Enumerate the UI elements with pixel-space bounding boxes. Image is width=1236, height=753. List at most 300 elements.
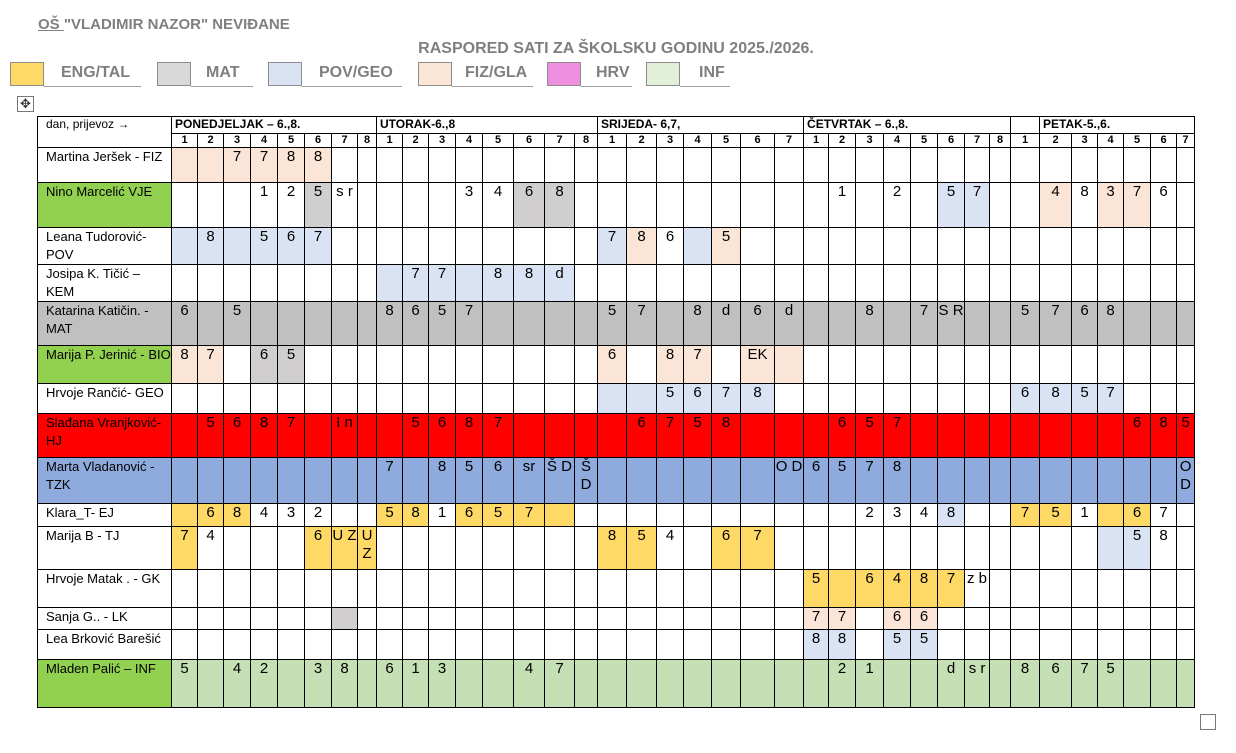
schedule-cell[interactable]: 8 [712, 414, 741, 458]
schedule-cell[interactable] [429, 183, 456, 228]
schedule-cell[interactable] [741, 228, 775, 265]
schedule-cell[interactable]: 7 [829, 608, 856, 630]
schedule-cell[interactable]: 3 [456, 183, 483, 228]
schedule-cell[interactable]: 7 [305, 228, 332, 265]
schedule-cell[interactable] [627, 458, 657, 504]
schedule-cell[interactable] [514, 384, 545, 414]
schedule-cell[interactable] [483, 384, 514, 414]
schedule-cell[interactable] [1151, 228, 1177, 265]
schedule-cell[interactable]: U Z [332, 527, 358, 570]
schedule-cell[interactable] [456, 570, 483, 608]
schedule-cell[interactable] [358, 183, 377, 228]
schedule-cell[interactable] [545, 384, 575, 414]
schedule-cell[interactable] [278, 608, 305, 630]
schedule-cell[interactable] [965, 504, 990, 527]
schedule-cell[interactable] [403, 228, 429, 265]
schedule-cell[interactable] [305, 414, 332, 458]
schedule-cell[interactable] [1011, 630, 1040, 660]
schedule-cell[interactable]: 8 [377, 302, 403, 346]
schedule-cell[interactable]: 8 [856, 302, 884, 346]
schedule-cell[interactable]: 8 [829, 630, 856, 660]
schedule-cell[interactable]: 2 [305, 504, 332, 527]
schedule-cell[interactable] [575, 504, 598, 527]
schedule-cell[interactable] [884, 265, 911, 302]
schedule-cell[interactable]: 4 [251, 504, 278, 527]
schedule-cell[interactable] [965, 148, 990, 183]
schedule-cell[interactable] [575, 630, 598, 660]
schedule-cell[interactable] [224, 183, 251, 228]
schedule-cell[interactable] [1177, 346, 1195, 384]
schedule-cell[interactable] [358, 504, 377, 527]
schedule-cell[interactable] [172, 384, 198, 414]
schedule-cell[interactable] [278, 265, 305, 302]
schedule-cell[interactable] [965, 228, 990, 265]
schedule-cell[interactable]: 5 [198, 414, 224, 458]
schedule-cell[interactable] [804, 265, 829, 302]
schedule-cell[interactable] [775, 630, 804, 660]
schedule-cell[interactable] [804, 504, 829, 527]
schedule-cell[interactable]: 3 [305, 660, 332, 708]
schedule-cell[interactable] [514, 346, 545, 384]
schedule-cell[interactable]: 6 [684, 384, 712, 414]
schedule-cell[interactable] [172, 183, 198, 228]
schedule-cell[interactable] [741, 504, 775, 527]
schedule-cell[interactable]: 7 [911, 302, 938, 346]
schedule-cell[interactable] [377, 630, 403, 660]
schedule-cell[interactable] [1098, 630, 1124, 660]
schedule-cell[interactable] [1040, 265, 1072, 302]
schedule-cell[interactable] [712, 570, 741, 608]
schedule-cell[interactable]: 7 [198, 346, 224, 384]
schedule-cell[interactable]: 5 [251, 228, 278, 265]
schedule-cell[interactable] [965, 265, 990, 302]
schedule-cell[interactable]: 2 [856, 504, 884, 527]
schedule-cell[interactable] [938, 346, 965, 384]
schedule-cell[interactable] [483, 608, 514, 630]
schedule-cell[interactable]: 7 [598, 228, 627, 265]
schedule-cell[interactable] [884, 346, 911, 384]
schedule-cell[interactable] [377, 346, 403, 384]
schedule-cell[interactable] [911, 527, 938, 570]
schedule-cell[interactable]: 7 [938, 570, 965, 608]
schedule-cell[interactable] [1177, 608, 1195, 630]
schedule-cell[interactable] [965, 384, 990, 414]
schedule-cell[interactable]: 8 [278, 148, 305, 183]
schedule-cell[interactable]: 1 [856, 660, 884, 708]
schedule-cell[interactable] [804, 148, 829, 183]
schedule-cell[interactable]: 5 [712, 228, 741, 265]
schedule-cell[interactable] [358, 265, 377, 302]
schedule-cell[interactable] [775, 608, 804, 630]
schedule-cell[interactable] [514, 527, 545, 570]
schedule-cell[interactable]: 4 [657, 527, 684, 570]
schedule-cell[interactable] [712, 608, 741, 630]
schedule-cell[interactable] [575, 608, 598, 630]
schedule-cell[interactable] [990, 414, 1011, 458]
schedule-cell[interactable]: sr [514, 458, 545, 504]
schedule-cell[interactable] [990, 527, 1011, 570]
schedule-cell[interactable]: 5 [1011, 302, 1040, 346]
schedule-cell[interactable]: 6 [1040, 660, 1072, 708]
schedule-cell[interactable]: 4 [514, 660, 545, 708]
schedule-cell[interactable]: 7 [965, 183, 990, 228]
schedule-cell[interactable] [990, 148, 1011, 183]
schedule-cell[interactable]: 6 [198, 504, 224, 527]
schedule-cell[interactable] [775, 660, 804, 708]
schedule-cell[interactable]: 5 [1040, 504, 1072, 527]
schedule-cell[interactable] [358, 608, 377, 630]
schedule-cell[interactable] [377, 265, 403, 302]
schedule-cell[interactable] [1151, 458, 1177, 504]
schedule-cell[interactable]: 7 [403, 265, 429, 302]
schedule-cell[interactable] [775, 183, 804, 228]
schedule-cell[interactable] [1177, 630, 1195, 660]
schedule-cell[interactable] [456, 660, 483, 708]
schedule-cell[interactable]: 6 [377, 660, 403, 708]
schedule-cell[interactable]: 8 [198, 228, 224, 265]
schedule-cell[interactable]: 4 [224, 660, 251, 708]
schedule-cell[interactable] [741, 183, 775, 228]
schedule-cell[interactable]: 8 [1151, 414, 1177, 458]
schedule-cell[interactable] [856, 228, 884, 265]
schedule-cell[interactable] [627, 183, 657, 228]
schedule-cell[interactable]: 5 [911, 630, 938, 660]
schedule-cell[interactable] [965, 414, 990, 458]
schedule-cell[interactable]: 7 [712, 384, 741, 414]
schedule-cell[interactable]: 8 [741, 384, 775, 414]
schedule-cell[interactable] [545, 414, 575, 458]
schedule-cell[interactable] [990, 458, 1011, 504]
schedule-cell[interactable]: 1 [403, 660, 429, 708]
schedule-cell[interactable] [1151, 630, 1177, 660]
schedule-cell[interactable] [1124, 608, 1151, 630]
schedule-cell[interactable] [1151, 265, 1177, 302]
schedule-cell[interactable] [911, 660, 938, 708]
schedule-cell[interactable] [1124, 570, 1151, 608]
schedule-cell[interactable] [1098, 527, 1124, 570]
schedule-cell[interactable]: 6 [1124, 414, 1151, 458]
schedule-cell[interactable]: 5 [483, 504, 514, 527]
schedule-cell[interactable] [1098, 570, 1124, 608]
schedule-cell[interactable] [856, 608, 884, 630]
schedule-cell[interactable] [1151, 346, 1177, 384]
schedule-cell[interactable]: 8 [172, 346, 198, 384]
schedule-cell[interactable] [1072, 570, 1098, 608]
schedule-cell[interactable]: 8 [403, 504, 429, 527]
schedule-cell[interactable] [1098, 504, 1124, 527]
schedule-cell[interactable] [198, 384, 224, 414]
schedule-cell[interactable] [598, 608, 627, 630]
schedule-cell[interactable] [627, 148, 657, 183]
schedule-cell[interactable] [598, 630, 627, 660]
schedule-cell[interactable] [1011, 228, 1040, 265]
schedule-cell[interactable] [545, 570, 575, 608]
schedule-cell[interactable] [911, 384, 938, 414]
schedule-cell[interactable] [804, 183, 829, 228]
schedule-cell[interactable]: 5 [884, 630, 911, 660]
schedule-cell[interactable] [712, 660, 741, 708]
schedule-cell[interactable]: 7 [1124, 183, 1151, 228]
schedule-cell[interactable] [741, 570, 775, 608]
schedule-cell[interactable]: 5 [429, 302, 456, 346]
schedule-cell[interactable] [377, 527, 403, 570]
schedule-cell[interactable] [1098, 265, 1124, 302]
schedule-cell[interactable] [278, 630, 305, 660]
schedule-cell[interactable] [1124, 148, 1151, 183]
schedule-cell[interactable] [965, 346, 990, 384]
schedule-cell[interactable] [829, 527, 856, 570]
schedule-cell[interactable]: 1 [429, 504, 456, 527]
schedule-cell[interactable] [1177, 302, 1195, 346]
schedule-cell[interactable] [224, 346, 251, 384]
schedule-cell[interactable]: 8 [1072, 183, 1098, 228]
schedule-cell[interactable] [1177, 148, 1195, 183]
schedule-cell[interactable] [804, 527, 829, 570]
schedule-cell[interactable] [251, 630, 278, 660]
schedule-cell[interactable] [377, 148, 403, 183]
schedule-cell[interactable] [172, 570, 198, 608]
schedule-cell[interactable] [884, 660, 911, 708]
schedule-cell[interactable] [856, 148, 884, 183]
schedule-cell[interactable] [545, 630, 575, 660]
schedule-cell[interactable] [884, 527, 911, 570]
schedule-cell[interactable] [684, 228, 712, 265]
schedule-cell[interactable] [278, 660, 305, 708]
schedule-cell[interactable] [172, 458, 198, 504]
schedule-cell[interactable]: 8 [627, 228, 657, 265]
schedule-cell[interactable]: 1 [1072, 504, 1098, 527]
schedule-cell[interactable] [965, 630, 990, 660]
schedule-cell[interactable] [278, 384, 305, 414]
schedule-cell[interactable] [514, 414, 545, 458]
schedule-cell[interactable] [1040, 527, 1072, 570]
schedule-cell[interactable] [172, 265, 198, 302]
schedule-cell[interactable]: 5 [1124, 527, 1151, 570]
schedule-cell[interactable]: 5 [627, 527, 657, 570]
schedule-cell[interactable] [224, 527, 251, 570]
schedule-cell[interactable]: 7 [884, 414, 911, 458]
schedule-cell[interactable]: 7 [1072, 660, 1098, 708]
schedule-cell[interactable]: 7 [804, 608, 829, 630]
schedule-cell[interactable]: 6 [598, 346, 627, 384]
schedule-cell[interactable] [657, 608, 684, 630]
schedule-cell[interactable] [990, 570, 1011, 608]
schedule-cell[interactable] [657, 570, 684, 608]
schedule-cell[interactable] [545, 608, 575, 630]
schedule-cell[interactable] [575, 265, 598, 302]
schedule-cell[interactable] [224, 384, 251, 414]
schedule-cell[interactable] [829, 570, 856, 608]
schedule-cell[interactable] [332, 630, 358, 660]
schedule-cell[interactable] [684, 630, 712, 660]
schedule-cell[interactable] [251, 265, 278, 302]
schedule-cell[interactable] [884, 148, 911, 183]
schedule-cell[interactable]: 8 [305, 148, 332, 183]
schedule-cell[interactable] [856, 346, 884, 384]
schedule-cell[interactable] [990, 302, 1011, 346]
schedule-cell[interactable] [741, 414, 775, 458]
table-move-handle-icon[interactable]: ✥ [17, 96, 34, 112]
schedule-cell[interactable]: 6 [884, 608, 911, 630]
schedule-cell[interactable]: 5 [305, 183, 332, 228]
schedule-cell[interactable] [1072, 608, 1098, 630]
schedule-cell[interactable]: 8 [224, 504, 251, 527]
schedule-cell[interactable] [657, 265, 684, 302]
schedule-cell[interactable] [224, 608, 251, 630]
schedule-cell[interactable] [1151, 302, 1177, 346]
schedule-cell[interactable] [305, 570, 332, 608]
schedule-cell[interactable] [1072, 228, 1098, 265]
schedule-cell[interactable]: 6 [712, 527, 741, 570]
table-resize-handle[interactable] [1200, 714, 1216, 730]
schedule-cell[interactable] [775, 346, 804, 384]
schedule-cell[interactable] [224, 458, 251, 504]
schedule-cell[interactable] [990, 504, 1011, 527]
schedule-cell[interactable] [456, 346, 483, 384]
schedule-cell[interactable] [1011, 265, 1040, 302]
schedule-cell[interactable]: 8 [251, 414, 278, 458]
schedule-cell[interactable]: I n [332, 414, 358, 458]
schedule-cell[interactable] [684, 183, 712, 228]
schedule-cell[interactable] [990, 183, 1011, 228]
schedule-cell[interactable]: 6 [804, 458, 829, 504]
schedule-cell[interactable]: U Z [358, 527, 377, 570]
schedule-cell[interactable] [627, 630, 657, 660]
schedule-cell[interactable] [514, 302, 545, 346]
schedule-cell[interactable] [775, 527, 804, 570]
schedule-cell[interactable] [684, 527, 712, 570]
schedule-cell[interactable] [224, 570, 251, 608]
schedule-cell[interactable]: 6 [514, 183, 545, 228]
schedule-cell[interactable] [775, 384, 804, 414]
schedule-cell[interactable] [965, 527, 990, 570]
schedule-cell[interactable] [938, 414, 965, 458]
schedule-cell[interactable] [1177, 228, 1195, 265]
schedule-cell[interactable]: 2 [278, 183, 305, 228]
schedule-cell[interactable] [1098, 458, 1124, 504]
schedule-cell[interactable]: O D [775, 458, 804, 504]
schedule-cell[interactable] [358, 414, 377, 458]
schedule-cell[interactable] [403, 458, 429, 504]
schedule-cell[interactable] [804, 228, 829, 265]
schedule-cell[interactable] [545, 302, 575, 346]
schedule-cell[interactable] [1177, 527, 1195, 570]
schedule-cell[interactable] [332, 148, 358, 183]
schedule-cell[interactable] [712, 265, 741, 302]
schedule-cell[interactable] [804, 302, 829, 346]
schedule-cell[interactable] [278, 570, 305, 608]
schedule-cell[interactable] [251, 384, 278, 414]
schedule-cell[interactable] [545, 228, 575, 265]
schedule-cell[interactable] [198, 265, 224, 302]
schedule-cell[interactable] [198, 660, 224, 708]
schedule-cell[interactable] [598, 265, 627, 302]
schedule-cell[interactable] [911, 414, 938, 458]
schedule-cell[interactable]: 8 [804, 630, 829, 660]
schedule-cell[interactable] [856, 265, 884, 302]
schedule-cell[interactable] [1072, 346, 1098, 384]
schedule-cell[interactable] [965, 302, 990, 346]
schedule-cell[interactable] [775, 504, 804, 527]
schedule-cell[interactable] [598, 414, 627, 458]
schedule-cell[interactable] [712, 183, 741, 228]
schedule-cell[interactable] [1072, 265, 1098, 302]
schedule-cell[interactable] [657, 630, 684, 660]
schedule-cell[interactable] [911, 265, 938, 302]
schedule-cell[interactable] [198, 302, 224, 346]
schedule-cell[interactable] [358, 228, 377, 265]
schedule-cell[interactable] [938, 265, 965, 302]
schedule-cell[interactable] [684, 504, 712, 527]
schedule-cell[interactable] [741, 630, 775, 660]
schedule-cell[interactable] [965, 458, 990, 504]
schedule-cell[interactable] [1177, 570, 1195, 608]
schedule-cell[interactable] [514, 630, 545, 660]
schedule-cell[interactable] [1151, 148, 1177, 183]
schedule-cell[interactable]: 5 [938, 183, 965, 228]
schedule-cell[interactable]: 8 [456, 414, 483, 458]
schedule-cell[interactable] [712, 346, 741, 384]
schedule-cell[interactable] [990, 384, 1011, 414]
schedule-cell[interactable] [856, 183, 884, 228]
schedule-cell[interactable]: 5 [1177, 414, 1195, 458]
schedule-cell[interactable] [514, 608, 545, 630]
schedule-cell[interactable]: 5 [278, 346, 305, 384]
schedule-cell[interactable]: 5 [829, 458, 856, 504]
schedule-cell[interactable] [377, 228, 403, 265]
schedule-cell[interactable]: 6 [1011, 384, 1040, 414]
schedule-cell[interactable] [829, 346, 856, 384]
schedule-cell[interactable] [1040, 414, 1072, 458]
schedule-cell[interactable] [684, 570, 712, 608]
schedule-cell[interactable]: s r [965, 660, 990, 708]
schedule-cell[interactable]: 5 [657, 384, 684, 414]
schedule-cell[interactable]: EK [741, 346, 775, 384]
schedule-cell[interactable]: 7 [483, 414, 514, 458]
schedule-cell[interactable] [829, 302, 856, 346]
schedule-cell[interactable] [1098, 414, 1124, 458]
schedule-cell[interactable] [545, 346, 575, 384]
schedule-cell[interactable] [657, 183, 684, 228]
schedule-cell[interactable]: 5 [403, 414, 429, 458]
schedule-cell[interactable]: 7 [1098, 384, 1124, 414]
schedule-cell[interactable]: 5 [377, 504, 403, 527]
schedule-cell[interactable]: 7 [856, 458, 884, 504]
schedule-cell[interactable] [829, 265, 856, 302]
schedule-cell[interactable] [627, 608, 657, 630]
schedule-cell[interactable]: 7 [224, 148, 251, 183]
schedule-cell[interactable] [657, 504, 684, 527]
schedule-cell[interactable] [1040, 570, 1072, 608]
schedule-cell[interactable]: 8 [1011, 660, 1040, 708]
schedule-cell[interactable]: 7 [657, 414, 684, 458]
schedule-cell[interactable] [1040, 228, 1072, 265]
schedule-cell[interactable] [990, 660, 1011, 708]
schedule-cell[interactable]: 5 [804, 570, 829, 608]
schedule-cell[interactable] [358, 660, 377, 708]
schedule-cell[interactable] [429, 608, 456, 630]
schedule-cell[interactable]: 7 [684, 346, 712, 384]
schedule-cell[interactable] [483, 148, 514, 183]
schedule-cell[interactable] [1098, 346, 1124, 384]
schedule-cell[interactable] [172, 414, 198, 458]
schedule-cell[interactable] [456, 384, 483, 414]
schedule-cell[interactable] [990, 630, 1011, 660]
schedule-cell[interactable] [305, 346, 332, 384]
schedule-cell[interactable] [1011, 414, 1040, 458]
schedule-cell[interactable] [224, 630, 251, 660]
schedule-cell[interactable] [1040, 346, 1072, 384]
